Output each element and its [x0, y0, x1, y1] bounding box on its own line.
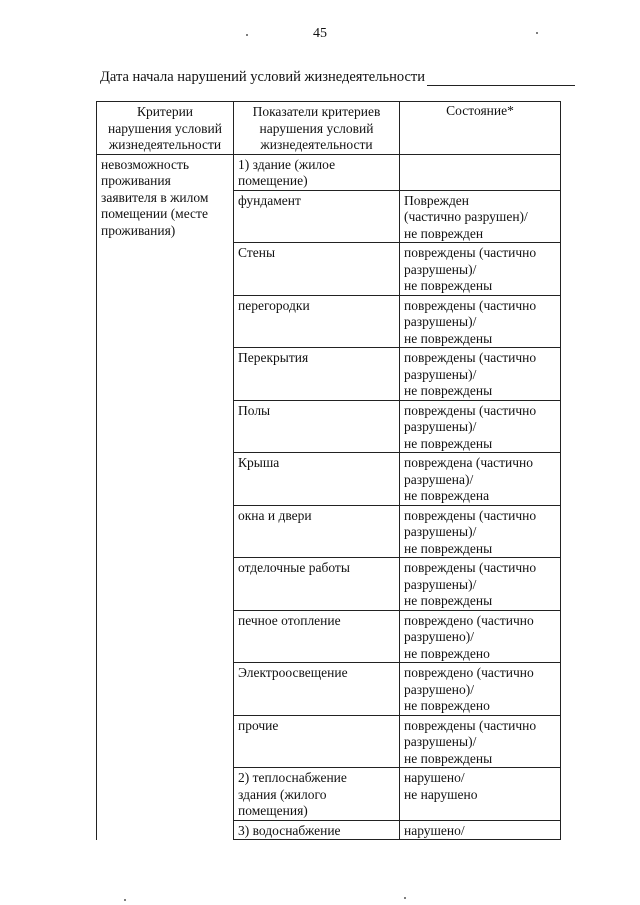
start-date-blank — [427, 71, 575, 86]
scan-speck — [404, 897, 406, 899]
criterion-cell: невозможность проживания заявителя в жилом помещении (месте проживания) — [97, 154, 234, 840]
state-cell: повреждено (частично разрушено)/ не повреждено — [400, 610, 561, 663]
indicator-cell: Полы — [234, 400, 400, 453]
indicator-cell: отделочные работы — [234, 558, 400, 611]
state-cell: повреждено (частично разрушено)/ не повреждено — [400, 663, 561, 716]
indicator-cell: 3) водоснабжение — [234, 820, 400, 840]
scan-speck — [536, 32, 538, 34]
state-cell: Поврежден (частично разрушен)/ не поврежден — [400, 190, 561, 243]
indicator-cell: Крыша — [234, 453, 400, 506]
state-cell: повреждены (частично разрушены)/ не повреждены — [400, 295, 561, 348]
indicator-cell: Стены — [234, 243, 400, 296]
indicator-cell: фундамент — [234, 190, 400, 243]
start-date-line — [100, 69, 575, 86]
table-body — [97, 154, 561, 840]
indicator-cell: 2) теплоснабжение здания (жилого помещения) — [234, 768, 400, 821]
scan-speck — [246, 34, 248, 36]
state-cell: повреждены (частично разрушены)/ не повреждены — [400, 243, 561, 296]
scan-speck — [124, 899, 126, 901]
header-state: Состояние* — [400, 102, 561, 155]
indicator-cell: Электроосвещение — [234, 663, 400, 716]
indicator-cell: окна и двери — [234, 505, 400, 558]
state-cell: нарушено/ — [400, 820, 561, 840]
table-row — [97, 154, 561, 190]
state-cell: нарушено/ не нарушено — [400, 768, 561, 821]
state-cell: повреждены (частично разрушены)/ не повреждены — [400, 400, 561, 453]
header-row — [97, 102, 561, 155]
criteria-table — [96, 101, 561, 840]
indicator-cell: печное отопление — [234, 610, 400, 663]
state-cell: повреждена (частично разрушена)/ не повреждена — [400, 453, 561, 506]
indicator-cell: прочие — [234, 715, 400, 768]
indicator-cell: перегородки — [234, 295, 400, 348]
start-date-label: Дата начала нарушений условий жизнедеятельности — [100, 69, 425, 85]
state-cell: повреждены (частично разрушены)/ не повреждены — [400, 715, 561, 768]
page-number: 45 — [313, 26, 327, 41]
header-indicators: Показатели критериев нарушения условий жизнедеятельности — [234, 102, 400, 155]
indicator-cell: 1) здание (жилое помещение) — [234, 154, 400, 190]
state-cell: повреждены (частично разрушены)/ не повреждены — [400, 505, 561, 558]
header-criteria: Критерии нарушения условий жизнедеятельности — [97, 102, 234, 155]
state-cell — [400, 154, 561, 190]
state-cell: повреждены (частично разрушены)/ не повреждены — [400, 558, 561, 611]
state-cell: повреждены (частично разрушены)/ не повреждены — [400, 348, 561, 401]
indicator-cell: Перекрытия — [234, 348, 400, 401]
